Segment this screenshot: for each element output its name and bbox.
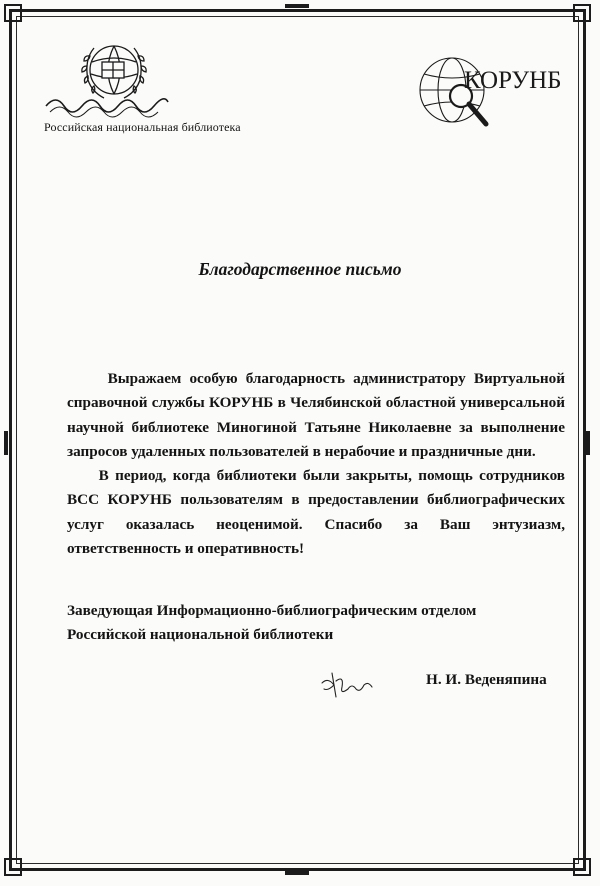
handwritten-signature xyxy=(318,667,376,701)
letter-paragraph: В период, когда библиотеки были закрыты, помощь сотрудников ВСС КОРУНБ пользователям в предоставлении библиографических услуг оказалась неоценимой. Спасибо за Ваш энтузиазм, ответственность и оперативность! xyxy=(67,467,565,558)
signatory-name: Н. И. Веденяпина xyxy=(426,671,547,688)
letter-title: Благодарственное письмо xyxy=(198,259,402,279)
korunb-logo-text: КОРУНБ xyxy=(464,67,562,94)
frame-edge-ornament xyxy=(586,431,590,455)
signatory-position xyxy=(67,599,565,647)
frame-corner-ornament xyxy=(4,4,22,22)
frame-edge-ornament xyxy=(285,4,309,8)
rnb-caption: Российская национальная библиотека xyxy=(44,120,241,134)
frame-edge-ornament xyxy=(285,871,309,875)
signatory-position-line: Российской национальной библиотеки xyxy=(67,626,334,643)
letter-body xyxy=(67,367,565,561)
frame-corner-ornament xyxy=(4,858,22,876)
letter-paragraph: Выражаем особую благодарность администратору Виртуальной справочной службы КОРУНБ в Челябинской областной универсальной научной библиотеке Миногиной Татьяне Николаевне за выполнение запросов удаленных пользователей в нерабочие и праздничные дни. xyxy=(67,370,565,460)
frame-corner-ornament xyxy=(573,4,591,22)
signatory-position-line: Заведующая Информационно-библиографическим отделом xyxy=(67,602,477,619)
korunb-logo xyxy=(414,54,564,138)
frame-corner-ornament xyxy=(573,858,591,876)
rnb-emblem-icon xyxy=(42,36,172,120)
frame-edge-ornament xyxy=(4,431,8,455)
